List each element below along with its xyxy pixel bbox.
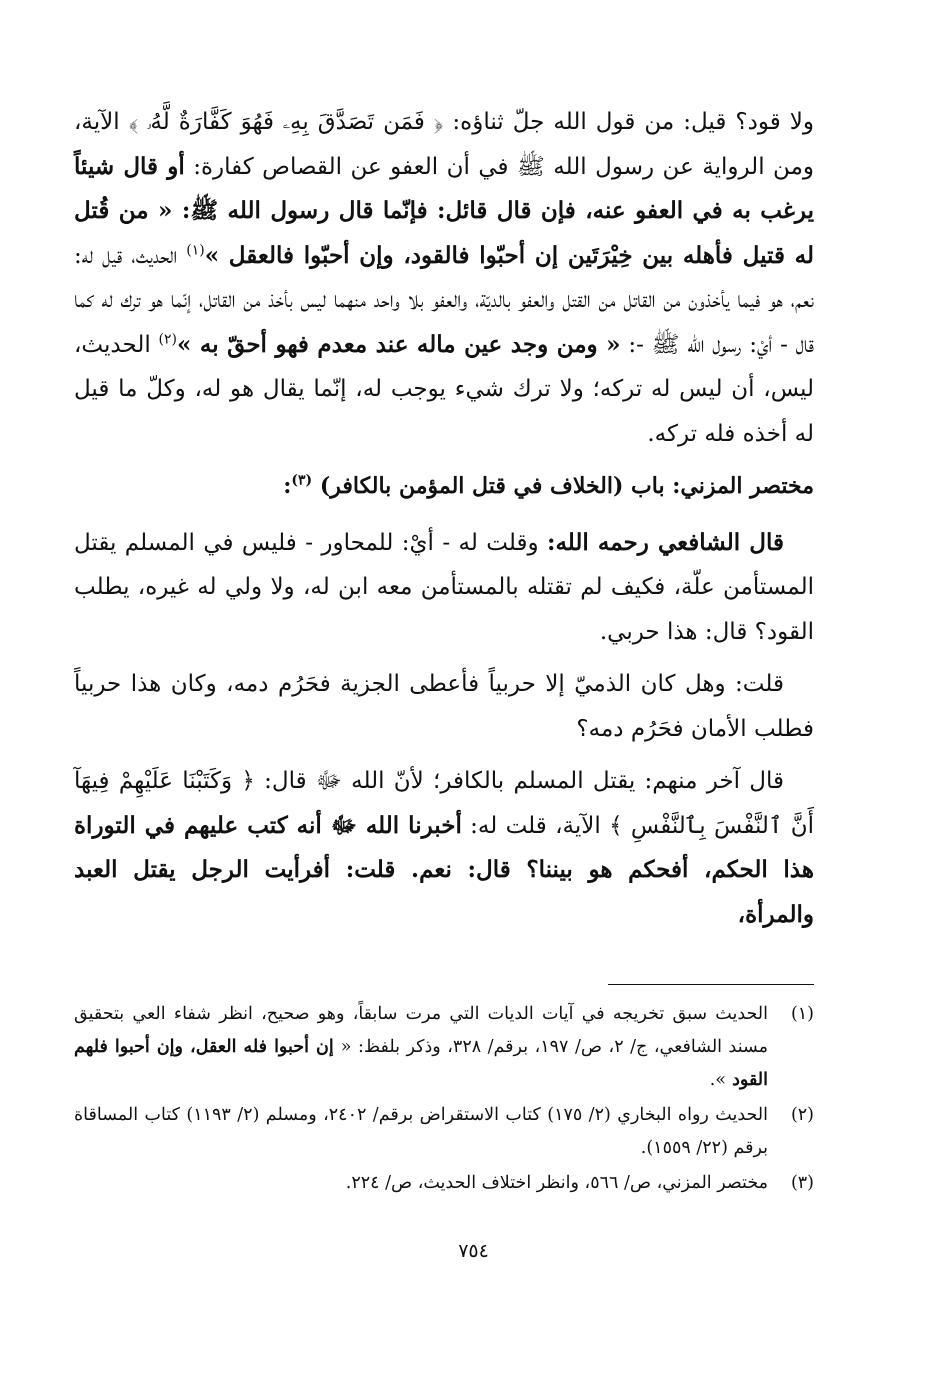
footnote-1 [74, 998, 814, 1097]
footnote-2 [74, 1099, 814, 1165]
text-segment: وقلت له - أيْ: للمحاور - فليس في المسلم يقتل المستأمن علّة، فكيف لم تقتله بالمستأمن معه ابن له، ولا ولي له غيره، يطلب القود؟ قال: هذا حربي. [74, 529, 814, 645]
section-heading [74, 464, 814, 509]
paragraph-1 [74, 100, 814, 456]
footnotes [74, 998, 814, 1202]
footnote-text: الحديث سبق تخريجه في آيات الديات التي مرت سابقاً، وهو صحيح، انظر شفاء العي بتحقيق مسند الشافعي، ج/ ٢، ص/ ١٩٧، برقم/ ٣٢٨، وذكر بلفظ: « [74, 1004, 768, 1057]
text-segment: الحديث، قيل له: نعم، هو فيما يأخذون من القاتل من القتل والعفو بالديّة، والعفو بلا واحد منهما ليس بأخذ من القاتل، إنّما هو ترك له كما قال - أيْ: رسول الله ﷺ -: [74, 242, 814, 358]
section-heading-text: مختصر المزني: باب (الخلاف في قتل المؤمن بالكافر) [319, 473, 814, 499]
text-segment: الحديث، ليس، أن ليس له تركه؛ ولا ترك شيء يوجب له، إنّما يقال هو له، وكلّ ما قيل له أخذه فله تركه. [74, 331, 814, 447]
footnote-3 [74, 1167, 814, 1200]
section-heading-colon: : [283, 473, 292, 499]
text-segment: ولا قود؟ قيل: من قول الله جلّ ثناؤه: ﴿ فَمَن تَصَدَّقَ بِهِۦ فَهُوَ كَفَّارَةٌ لَّهُۥ ﴾ الآية، ومن الرواية عن رسول الله ﷺ في أن العفو عن القصاص كفارة: [74, 109, 814, 180]
paragraph-4 [74, 662, 814, 751]
text-segment: قلت: وهل كان الذميّ إلا حربياً فأعطى الجزية فحَرُم دمه، وكان هذا حربياً فطلب الأمان فحَرُم دمه؟ [74, 671, 814, 742]
text-segment-bold: أو قال شيئاً يرغب به في العفو عنه، فإن قال قائل: فإنّما قال رسول الله ﷺ: « من قُتل له قتيل فأهله بين خِيْرَتَين إن أحبّوا فالقود، وإن أحبّوا فالعقل » [74, 152, 815, 269]
footnote-ref-1[interactable]: (١) [186, 241, 205, 258]
hadith-quote: « ومن وجد عين ماله عند معدم فهو أحقّ به » [177, 330, 621, 358]
footnote-ref-2[interactable]: (٢) [158, 330, 178, 347]
footnote-ref-3[interactable]: (٣) [291, 472, 313, 489]
paragraph-3 [74, 521, 814, 655]
text-segment-bold: أخبرنا الله ﷻ أنه كتب عليهم في التوراة هذا الحكم، أفحكم هو بيننا؟ قال: نعم. قلت: أفرأيت الرجل يقتل العبد والمرأة، [74, 811, 814, 928]
page-number: ٧٥٤ [458, 1240, 489, 1262]
footnote-text: مختصر المزني، ص/ ٥٦٦، وانظر اختلاف الحديث، ص/ ٢٢٤. [345, 1173, 768, 1193]
main-text [74, 100, 814, 945]
footnote-number: (٣) [790, 1173, 814, 1193]
footnote-text-end: ». [709, 1070, 727, 1090]
footnote-text: الحديث رواه البخاري (٢/ ١٧٥) كتاب الاستقراض برقم/ ٢٤٠٢، ومسلم (٢/ ١١٩٣) كتاب المساقاة برقم (٢٢/ ١٥٥٩). [74, 1105, 769, 1158]
paragraph-5 [74, 759, 814, 937]
footnote-separator [608, 984, 814, 985]
footnote-quote: إن أحبوا فله العقل، وإن أحبوا فلهم القود [74, 1037, 768, 1090]
text-segment: قال آخر منهم: يقتل المسلم بالكافر؛ لأنّ الله ﷻ قال: ﴿ وَكَتَبْنَا عَلَيْهِمْ فِيهَآ أَنَّ ٱلنَّفْسَ بِٱلنَّفْسِ ﴾ الآية، قلت له: [74, 768, 814, 839]
footnote-number: (٢) [790, 1105, 814, 1125]
footnote-number: (١) [790, 1004, 814, 1024]
speaker-label: قال الشافعي رحمه الله: [546, 528, 784, 556]
